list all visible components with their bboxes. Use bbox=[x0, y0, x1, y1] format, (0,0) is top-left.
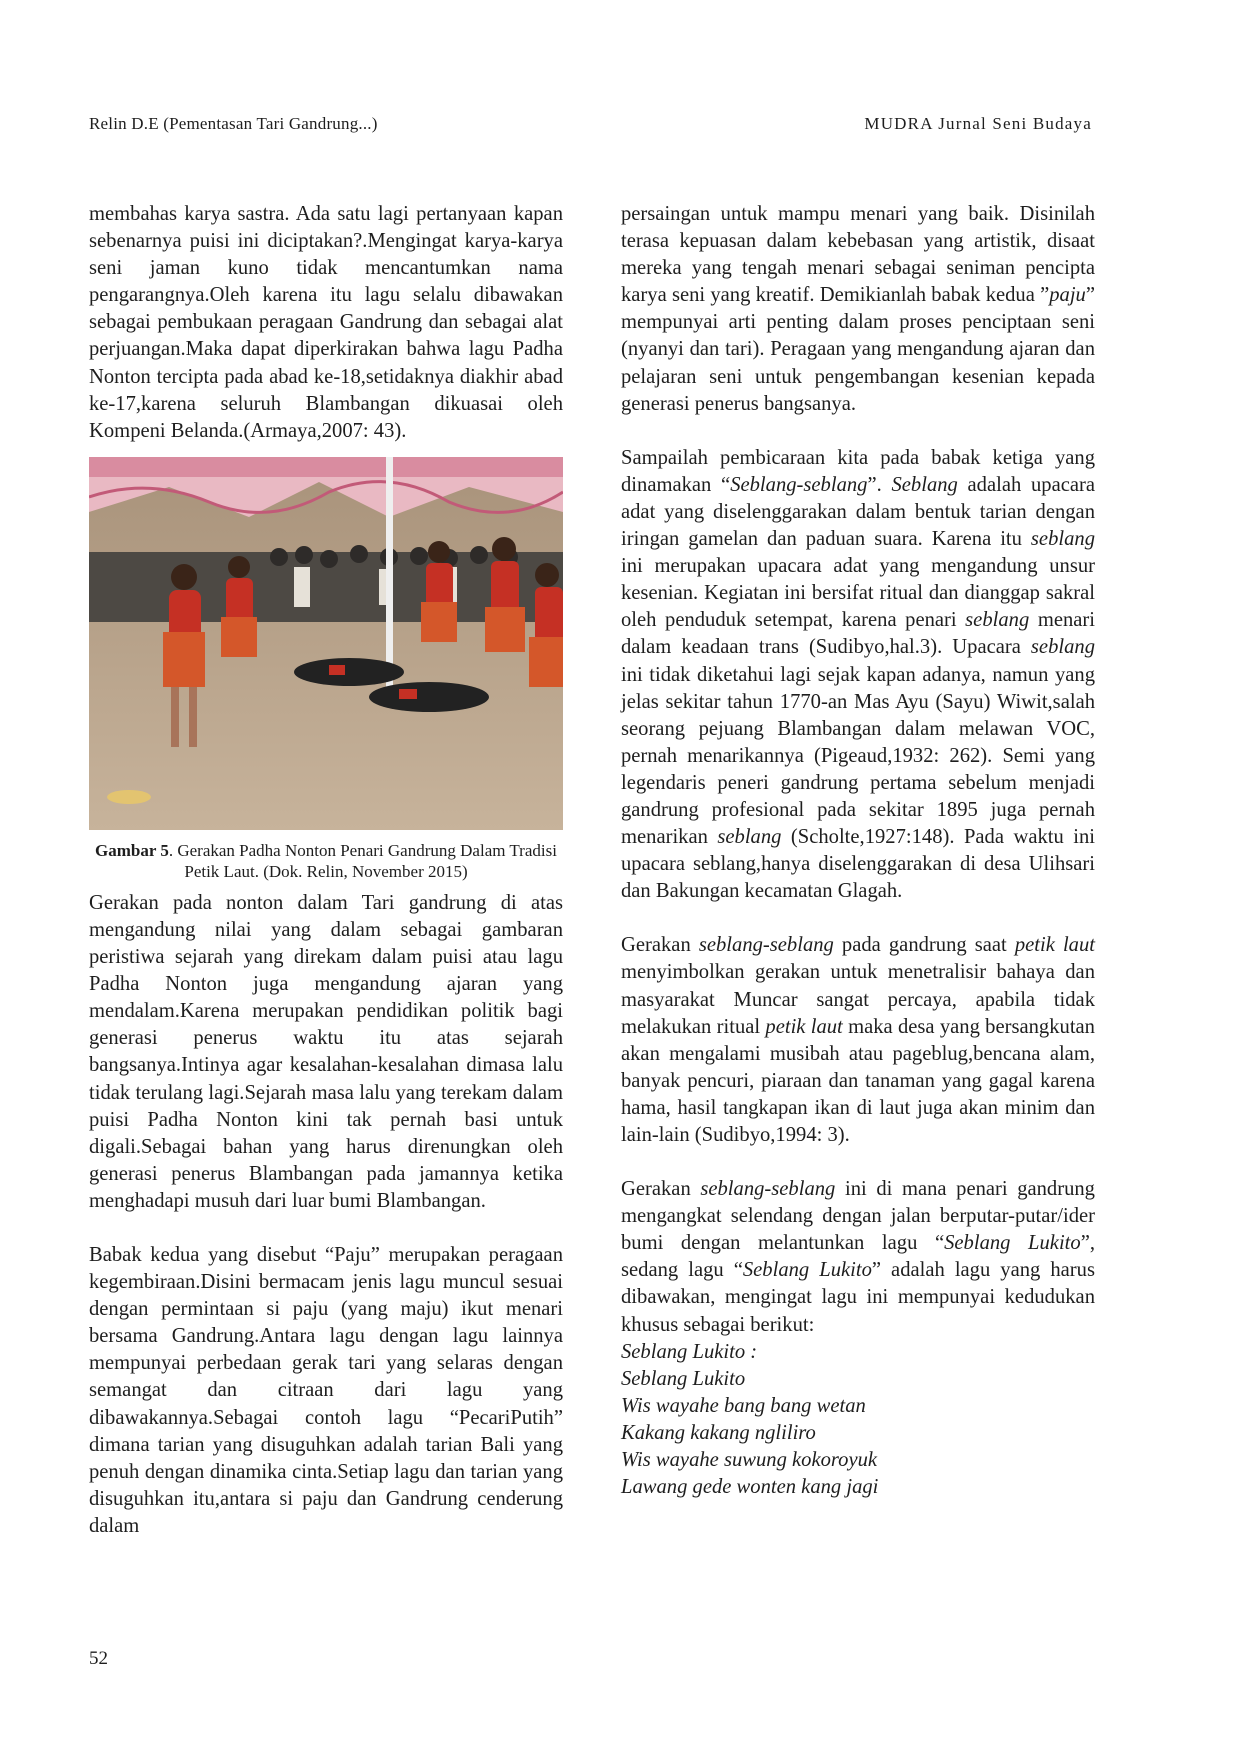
verse-line: Lawang gede wonten kang jagi bbox=[621, 1476, 879, 1499]
figure-gandrung-dance-photo bbox=[89, 457, 563, 830]
page-number: 52 bbox=[89, 1648, 108, 1669]
right-paragraph-3: Gerakan seblang-seblang pada gandrung saat petik laut menyimbolkan gerakan untuk menetralisir bahaya dan masyarakat Muncar sangat percaya, apabila tidak melakukan ritual petik laut maka desa yang bersangkutan akan mengalami musibah atau pageblug,bencana alam, banyak pencuri, piaraan dan tanaman yang gagal karena hama, hasil tangkapan ikan di laut juga akan minim dan lain-lain (Sudibyo,1994: 3). bbox=[621, 934, 1096, 1146]
verse-line: Seblang Lukito : bbox=[621, 1340, 758, 1363]
figure-caption-text: . Gerakan Padha Nonton Penari Gandrung Dalam Tradisi Petik Laut. (Dok. Relin, November 2015) bbox=[168, 840, 557, 881]
running-header-right: MUDRA Jurnal Seni Budaya bbox=[864, 114, 1092, 133]
verse-line: Wis wayahe bang bang wetan bbox=[621, 1394, 866, 1417]
verse-line: Kakang kakang ngliliro bbox=[621, 1421, 816, 1444]
left-paragraph-3: Babak kedua yang disebut “Paju” merupakan peragaan kegembiraan.Disini bermacam jenis lagu muncul sesuai dengan permintaan si paju (yang maju) ikut menari bersama Gandrung.Antara lagu dengan lagu lainnya mempunyai perbedaan gerak tari yang selaras dengan semangat dan citraan dari lagu yang dibawakannya.Sebagai contoh lagu “PecariPutih” dimana tarian yang disuguhkan adalah tarian Bali yang penuh dengan dinamika cinta.Setiap lagu dan tarian yang disuguhkan itu,antara si paju dan Gandrung cenderung dalam bbox=[89, 1243, 563, 1537]
figure-caption bbox=[89, 840, 563, 882]
verse-line: Seblang Lukito bbox=[621, 1367, 746, 1390]
right-paragraph-4: Gerakan seblang-seblang ini di mana penari gandrung mengangkat selendang dengan jalan berputar-putar/ider bumi dengan melantunkan lagu “Seblang Lukito”, sedang lagu “Seblang Lukito” adalah lagu yang harus dibawakan, mengingat lagu ini mempunyai kedudukan khusus sebagai berikut: bbox=[621, 1178, 1095, 1336]
running-header-left: Relin D.E (Pementasan Tari Gandrung...) bbox=[89, 114, 378, 133]
figure-caption-label: Gambar 5 bbox=[95, 840, 169, 860]
right-paragraph-2: Sampailah pembicaraan kita pada babak ketiga yang dinamakan “Seblang-seblang”. Seblang adalah upacara adat yang diselenggarakan dalam bentuk tarian dengan iringan gamelan dan paduan suara. Karena itu seblang ini merupakan upacara adat yang mengandung unsur kesenian. Kegiatan ini bersifat ritual dan dianggap sakral oleh penduduk setempat, karena penari seblang menari dalam keadaan trans (Sudibyo,hal.3). Upacara seblang ini tidak diketahui lagi sejak kapan adanya, namun yang jelas sekitar tahun 1770-an Mas Ayu (Sayu) Wiwit,salah seorang pejuang Blambangan dalam melawan VOC, pernah menarikannya (Pigeaud,1932: 262). Semi yang legendaris peneri gandrung pertama sebelum menjadi gandrung profesional pada sekitar 1895 juga pernah menarikan seblang (Scholte,1927:148). Pada waktu ini upacara seblang,hanya diselenggarakan di desa Ulihsari dan Bakungan kecamatan Glagah. bbox=[621, 446, 1096, 903]
right-column bbox=[621, 201, 1095, 1501]
left-paragraph-1: membahas karya sastra. Ada satu lagi pertanyaan kapan sebenarnya puisi ini diciptakan?.Mengingat karya-karya seni jaman kuno tidak mencantumkan nama pengarangnya.Oleh karena itu lagu selalu dibawakan sebagai pembukaan peragaan Gandrung dan sebagai alat perjuangan.Maka dapat diperkirakan bahwa lagu Padha Nonton tercipta pada abad ke-18,setidaknya diakhir abad ke-17,karena seluruh Blambangan dikuasai oleh Kompeni Belanda.(Armaya,2007: 43). bbox=[89, 203, 563, 442]
right-paragraph-1: persaingan untuk mampu menari yang baik. Disinilah terasa kepuasan dalam kebebasan yang artistik, disaat mereka yang tengah menari sebagai seniman pencipta karya seni yang kreatif. Demikianlah babak kedua ”paju” mempunyai arti penting dalam proses penciptaan seni (nyanyi dan tari). Peragaan yang mengandung ajaran dan pelajaran seni untuk pengembangan kesenian kepada generasi penerus bangsanya. bbox=[621, 203, 1095, 415]
verse-line: Wis wayahe suwung kokoroyuk bbox=[621, 1449, 878, 1472]
left-paragraph-2: Gerakan pada nonton dalam Tari gandrung di atas mengandung nilai yang dalam sebagai gambaran peristiwa sejarah yang direkam dalam puisi atau lagu Padha Nonton juga mengandung ajaran yang mendalam.Karena merupakan pendidikan politik bagi generasi penerus waktu itu atas sejarah bangsanya.Intinya agar kesalahan-kesalahan dimasa lalu tidak terulang lagi.Sejarah masa lalu yang terekam dalam puisi Padha Nonton kini tak pernah basi untuk digali.Sebagai bahan yang harus direnungkan oleh generasi penerus Blambangan pada jamannya ketika menghadapi musuh dari luar bumi Blambangan. bbox=[89, 891, 563, 1212]
left-column bbox=[89, 201, 563, 1540]
